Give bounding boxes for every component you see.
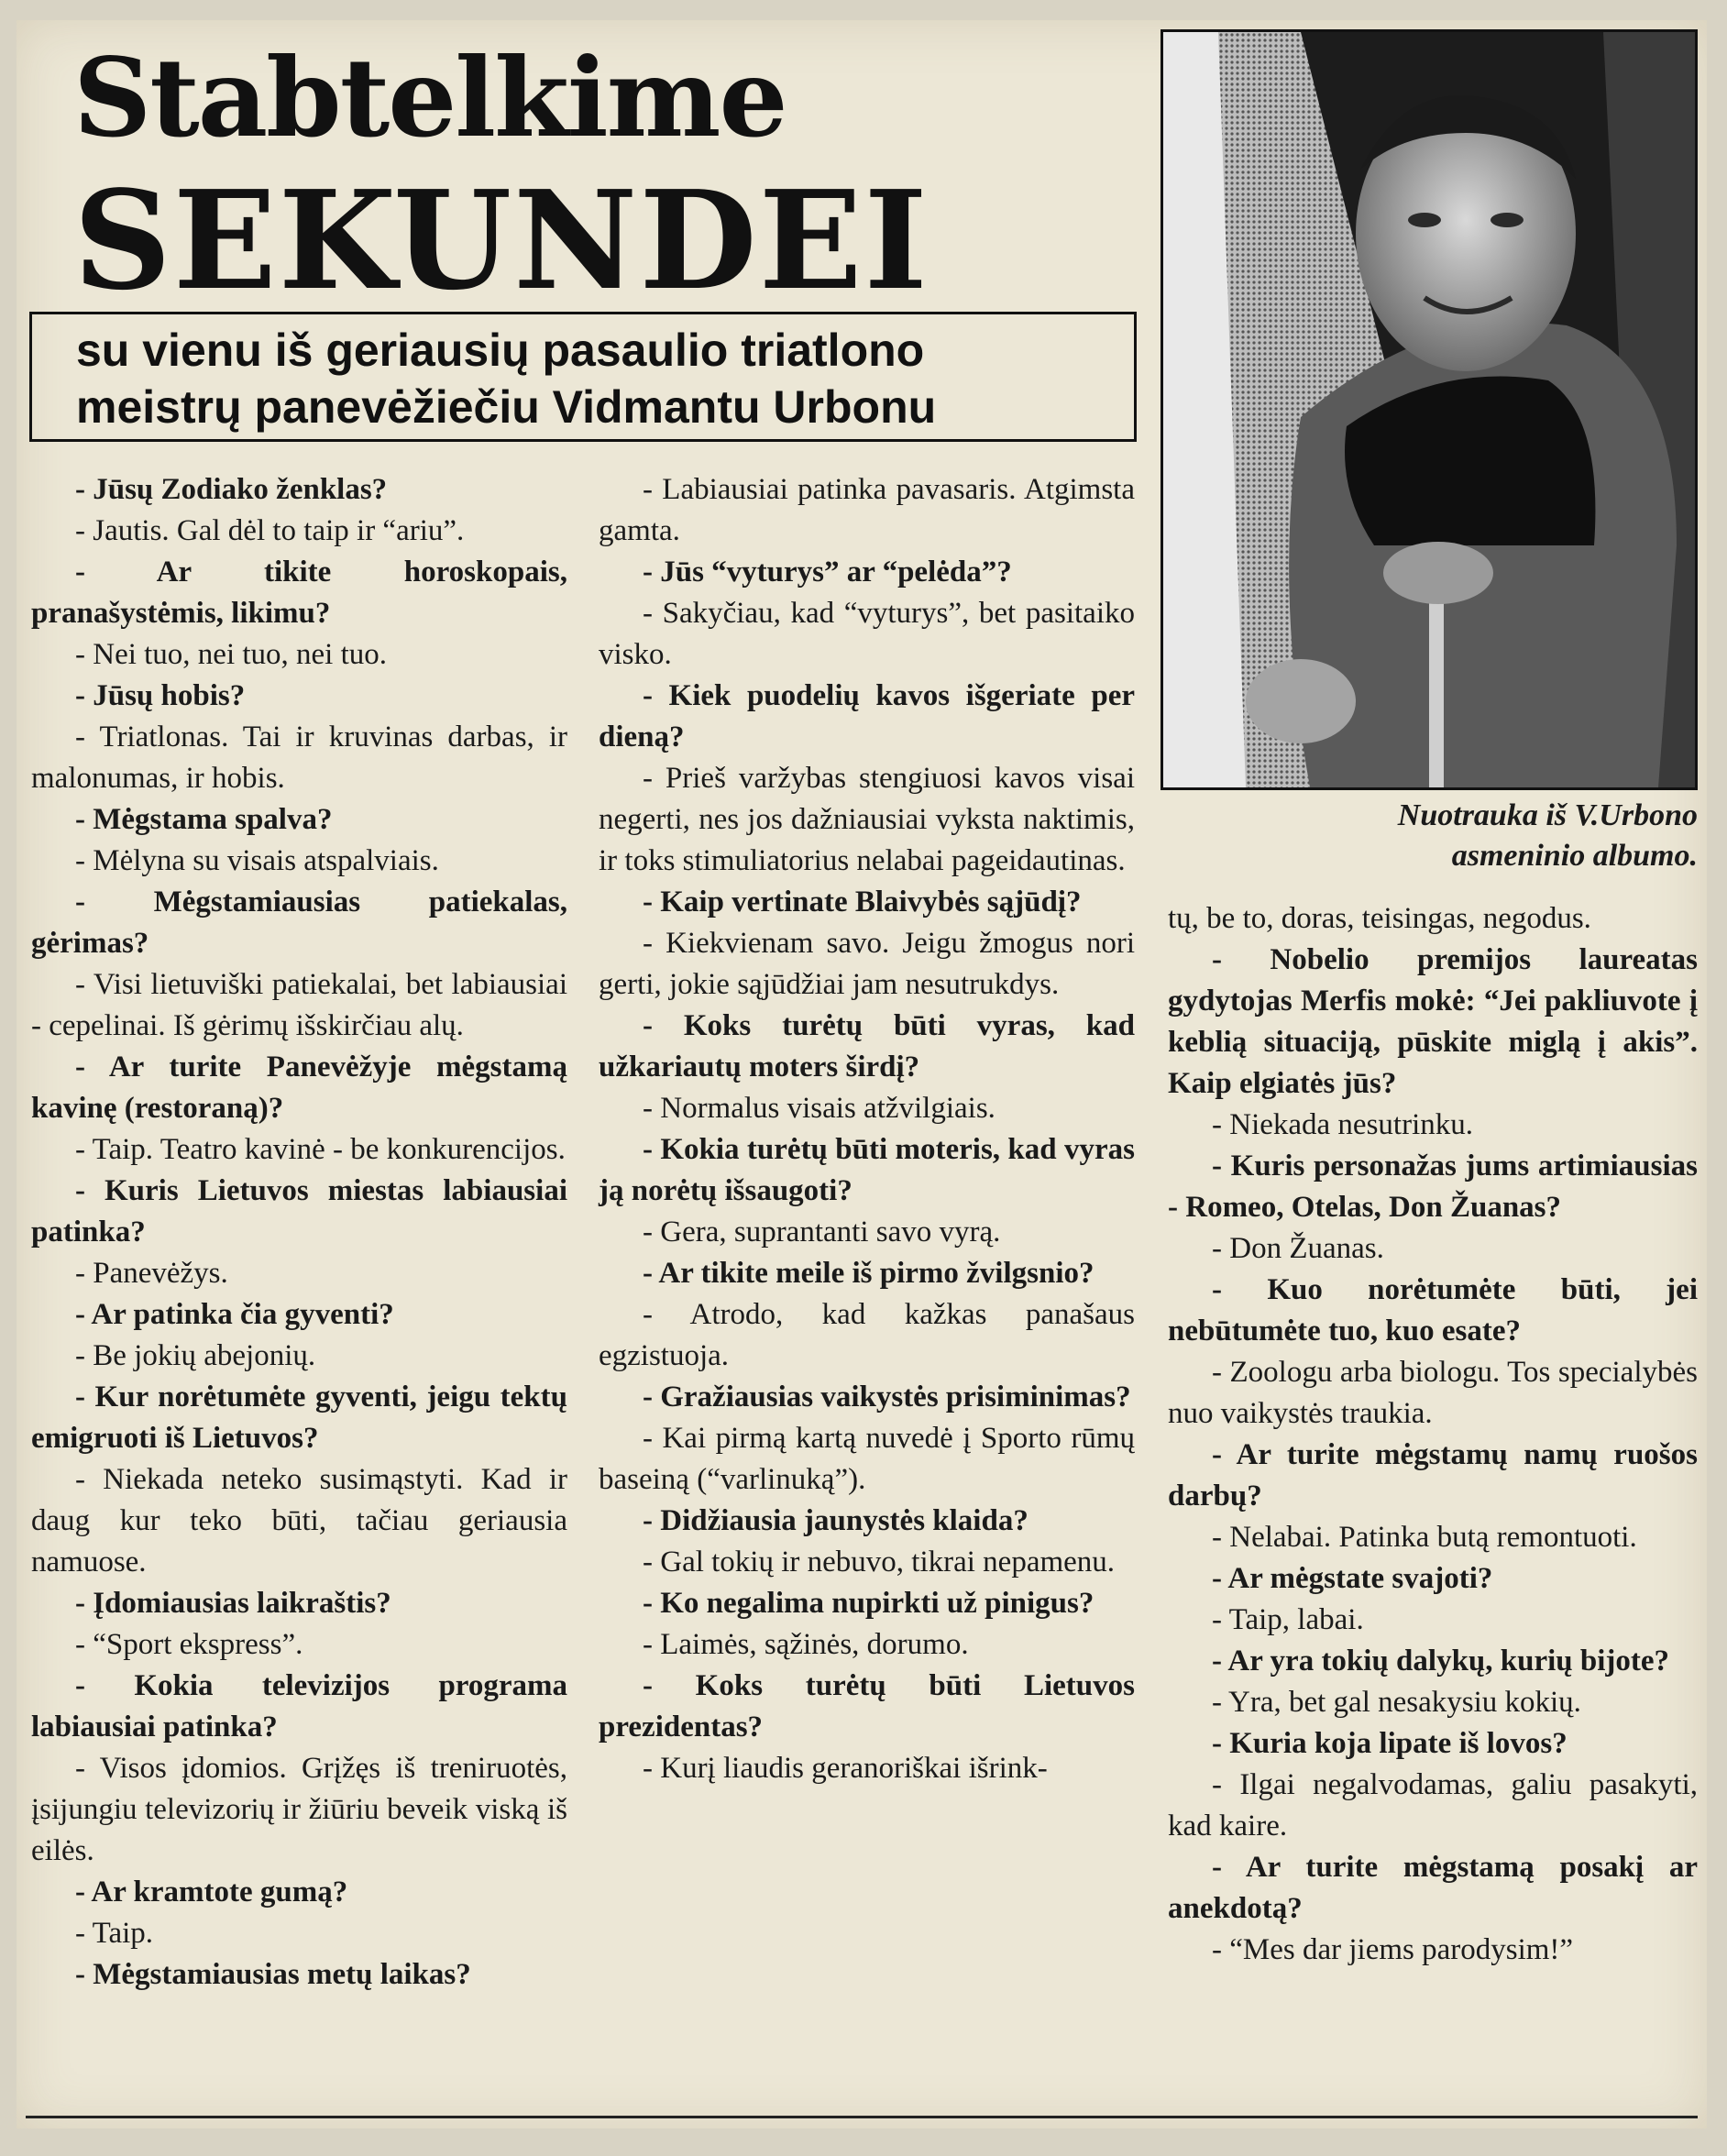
interview-answer: - Taip. [75, 1917, 154, 1950]
interview-question: - Kuria koja lipate iš lovos? [1212, 1727, 1568, 1760]
interview-answer: - Taip. Teatro kavinė - be konkurencijos. [75, 1133, 566, 1166]
interview-question: - Kokia turėtų būti moteris, kad vyras ją norėtų išsaugoti? [599, 1133, 1135, 1207]
headline-line-1: Stabtelkime [73, 34, 786, 161]
interview-question: - Ar kramtote gumą? [75, 1876, 348, 1908]
interview-answer: - Zoologu arba biologu. Tos specialybės nuo vaikystės traukia. [1168, 1356, 1698, 1430]
caption-line-1: Nuotrauka iš V.Urbono [1397, 798, 1698, 832]
interview-answer: - Labiausiai patinka pavasaris. Atgimsta gamta. [599, 473, 1135, 547]
interview-question: - Jūs “vyturys” ar “pelėda”? [643, 556, 1012, 588]
interview-question: - Kaip vertinate Blaivybės sąjūdį? [643, 886, 1082, 918]
caption-line-2: asmeninio albumo. [1451, 839, 1698, 873]
text-column-2 [599, 469, 1135, 1789]
interview-question: - Ar patinka čia gyventi? [75, 1298, 394, 1331]
interview-question: - Mėgstamiausias patiekalas, gėrimas? [31, 886, 567, 960]
interview-question: - Koks turėtų būti vyras, kad užkariautų moters širdį? [599, 1009, 1135, 1084]
interview-question: - Ar yra tokių dalykų, kurių bijote? [1212, 1644, 1670, 1678]
interview-answer: - Gera, suprantanti savo vyrą. [643, 1216, 1001, 1248]
newspaper-clipping [16, 20, 1707, 2128]
interview-answer: - Laimės, sąžinės, dorumo. [643, 1628, 969, 1661]
interview-answer: - Kiekvienam savo. Jeigu žmogus nori gerti, jokie sąjūdžiai jam nesutrukdys. [599, 927, 1135, 1001]
interview-question: - Ar turite mėgstamą posakį ar anekdotą? [1168, 1851, 1698, 1925]
interview-question: - Kuris personažas jums artimiausias - Romeo, Otelas, Don Žuanas? [1168, 1150, 1698, 1224]
interview-question: - Mėgstama spalva? [75, 803, 333, 836]
photo-caption [1160, 796, 1698, 876]
interview-question: - Nobelio premijos laureatas gydytojas Merfis mokė: “Jei pakliuvote į keblią situaciją, pūskite miglą į akis”. Kaip elgiatės jūs? [1168, 943, 1698, 1100]
interview-answer: - Be jokių abejonių. [75, 1339, 316, 1372]
bottom-rule [26, 2116, 1698, 2118]
headline-line-2: SEKUNDEI [73, 160, 930, 320]
interview-answer: - Panevėžys. [75, 1257, 228, 1290]
interview-answer: - Jautis. Gal dėl to taip ir “ariu”. [75, 514, 465, 547]
interview-answer: - Visi lietuviški patiekalai, bet labiausiai - cepelinai. Iš gėrimų išskirčiau alų. [31, 968, 567, 1042]
interview-answer: - Niekada nesutrinku. [1212, 1108, 1473, 1141]
subtitle-line-2: meistrų panevėžiečiu Vidmantu Urbonu [76, 381, 937, 433]
interview-answer: - Normalus visais atžvilgiais. [643, 1092, 996, 1125]
interview-answer: tų, be to, doras, teisingas, negodus. [1168, 902, 1591, 935]
interview-answer: - Atrodo, kad kažkas panašaus egzistuoja. [599, 1298, 1135, 1372]
interview-question: - Jūsų hobis? [75, 679, 246, 712]
interview-question: - Kur norėtumėte gyventi, jeigu tektų emigruoti iš Lietuvos? [31, 1380, 567, 1455]
subtitle-line-1: su vienu iš geriausių pasaulio triatlono [76, 324, 925, 376]
interview-question: - Kuris Lietuvos miestas labiausiai patinka? [31, 1174, 567, 1248]
interview-question: - Ar mėgstate svajoti? [1212, 1562, 1493, 1595]
interview-question: - Koks turėtų būti Lietuvos prezidentas? [599, 1669, 1135, 1744]
interview-question: - Įdomiausias laikraštis? [75, 1587, 391, 1620]
interview-question: - Ar tikite horoskopais, pranašystėmis, likimu? [31, 556, 567, 630]
interview-question: - Ar tikite meile iš pirmo žvilgsnio? [643, 1257, 1094, 1290]
interview-answer: - Kai pirmą kartą nuvedė į Sporto rūmų baseiną (“varlinuką”). [599, 1422, 1135, 1496]
subtitle-box [29, 312, 1137, 442]
interview-answer: - Sakyčiau, kad “vyturys”, bet pasitaiko visko. [599, 597, 1135, 671]
interview-answer: - “Mes dar jiems parodysim!” [1212, 1933, 1574, 1966]
text-column-1 [31, 469, 567, 1996]
interview-answer: - “Sport ekspress”. [75, 1628, 303, 1661]
interview-answer: - Ilgai negalvodamas, galiu pasakyti, kad kaire. [1168, 1768, 1698, 1842]
interview-answer: - Mėlyna su visais atspalviais. [75, 844, 439, 877]
interview-question: - Kokia televizijos programa labiausiai patinka? [31, 1669, 567, 1744]
interview-answer: - Gal tokių ir nebuvo, tikrai nepamenu. [643, 1546, 1116, 1578]
interview-question: - Mėgstamiausias metų laikas? [75, 1958, 471, 1991]
interview-question: - Jūsų Zodiako ženklas? [75, 473, 388, 506]
interview-question: - Kuo norėtumėte būti, jei nebūtumėte tuo, kuo esate? [1168, 1273, 1698, 1348]
interview-question: - Ar turite Panevėžyje mėgstamą kavinę (restoraną)? [31, 1050, 567, 1125]
interview-answer: - Don Žuanas. [1212, 1232, 1384, 1265]
interview-question: - Ko negalima nupirkti už pinigus? [643, 1587, 1094, 1620]
interview-answer: - Triatlonas. Tai ir kruvinas darbas, ir malonumas, ir hobis. [31, 720, 567, 795]
interview-question: - Ar turite mėgstamų namų ruošos darbų? [1168, 1438, 1698, 1512]
interview-answer: - Taip, labai. [1212, 1603, 1364, 1636]
interview-question: - Kiek puodelių kavos išgeriate per dieną? [599, 679, 1135, 754]
portrait-photo [1160, 29, 1698, 790]
interview-answer: - Nei tuo, nei tuo, nei tuo. [75, 638, 388, 671]
interview-question: - Didžiausia jaunystės klaida? [643, 1504, 1028, 1537]
interview-answer: - Yra, bet gal nesakysiu kokių. [1212, 1686, 1581, 1719]
interview-answer: - Visos įdomios. Grįžęs iš treniruotės, įsijungiu televizorių ir žiūriu beveik viską iš eilės. [31, 1752, 567, 1867]
interview-answer: - Nelabai. Patinka butą remontuoti. [1212, 1521, 1637, 1554]
interview-answer: - Prieš varžybas stengiuosi kavos visai negerti, nes jos dažniausiai vyksta naktimis, ir toks stimuliatorius nelabai pageidautinas. [599, 762, 1135, 877]
interview-answer: - Kurį liaudis geranoriškai išrink- [643, 1752, 1048, 1785]
interview-answer: - Niekada neteko susimąstyti. Kad ir daug kur teko būti, tačiau geriausia namuose. [31, 1463, 567, 1578]
text-column-3 [1168, 898, 1698, 1971]
interview-question: - Gražiausias vaikystės prisiminimas? [643, 1380, 1131, 1414]
